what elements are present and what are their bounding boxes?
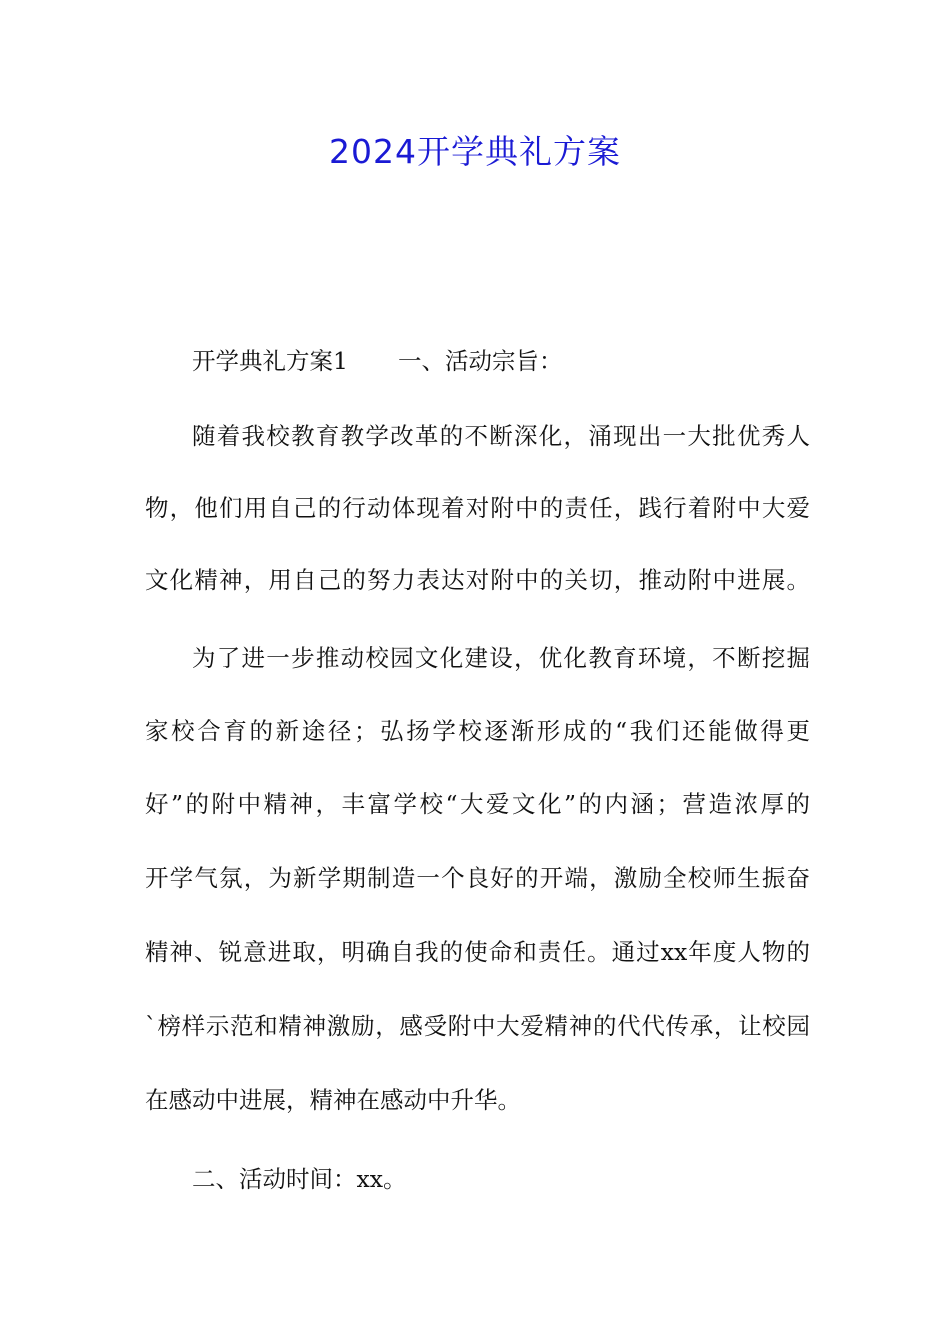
- section1-heading: 一、活动宗旨：: [397, 347, 563, 375]
- paragraph-line: 精神、锐意进取，明确自我的使命和责任。通过xx年度人物的: [145, 938, 810, 966]
- section2-line: 二、活动时间：xx。: [192, 1165, 407, 1193]
- paragraph-line: 物，他们用自己的行动体现着对附中的责任，践行着附中大爱: [145, 494, 810, 522]
- paragraph-line: 开学气氛，为新学期制造一个良好的开端，激励全校师生振奋: [145, 864, 810, 892]
- paragraph-line: 为了进一步推动校园文化建设，优化教育环境，不断挖掘: [192, 644, 810, 672]
- paragraph-line: 文化精神，用自己的努力表达对附中的关切，推动附中进展。: [145, 566, 810, 594]
- heading-line: [192, 343, 810, 379]
- paragraph-line: 在感动中进展，精神在感动中升华。: [145, 1086, 521, 1114]
- paragraph-line: 好”的附中精神，丰富学校“大爱文化”的内涵；营造浓厚的: [145, 790, 810, 818]
- document-title: 2024开学典礼方案: [329, 132, 621, 171]
- paragraph-line: 家校合育的新途径；弘扬学校逐渐形成的“我们还能做得更: [145, 717, 810, 745]
- heading-label: 开学典礼方案1: [192, 347, 348, 375]
- paragraph-line: `榜样示范和精神激励，感受附中大爱精神的代代传承，让校园: [145, 1012, 810, 1040]
- paragraph-line: 随着我校教育教学改革的不断深化，涌现出一大批优秀人: [192, 422, 810, 450]
